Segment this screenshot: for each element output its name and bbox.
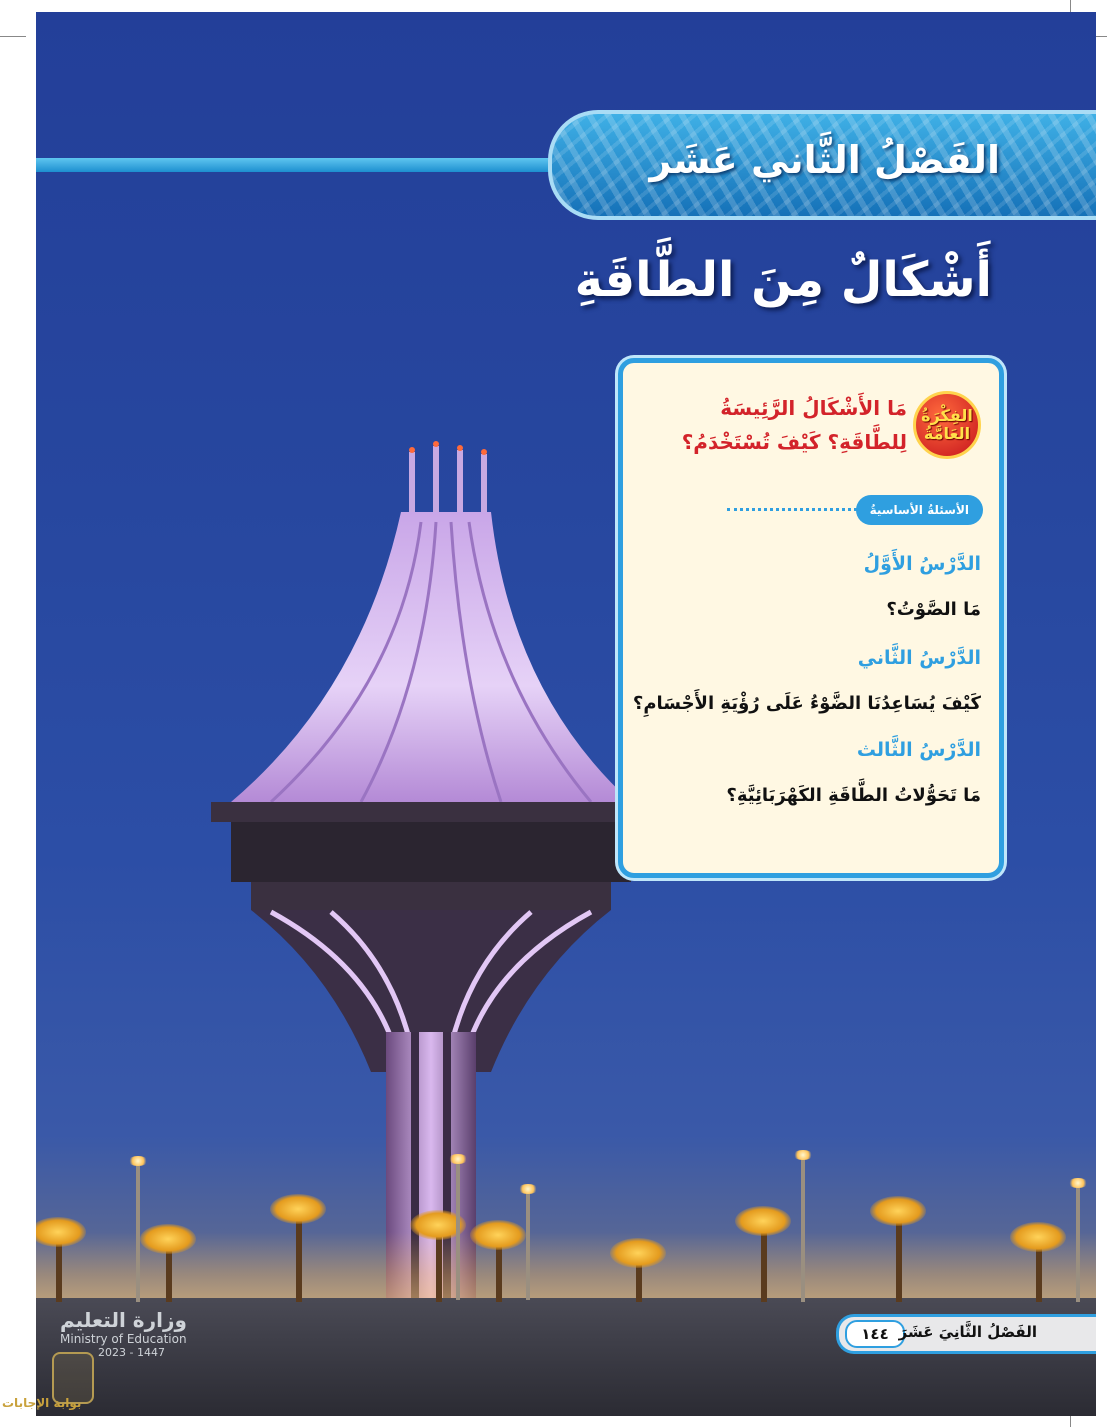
chapter-banner	[548, 110, 1096, 220]
big-idea-box	[618, 358, 1004, 878]
page-footer	[836, 1314, 1096, 1354]
big-idea-badge	[913, 391, 981, 459]
essential-questions-divider	[727, 508, 857, 511]
lesson-2-title: الدَّرْسُ الثَّاني	[857, 647, 981, 669]
lesson-2-question: كَيْفَ يُسَاعِدُنَا الضَّوْءُ عَلَى رُؤْيَةِ الأَجْسَامِ؟	[632, 693, 981, 714]
big-idea-question: مَا الأَشْكَالُ الرَّئِيسَةُ لِلطَّاقَةِ؟ كَيْفَ تُسْتَخْدَمُ؟	[681, 396, 907, 454]
lesson-3-question: مَا تَحَوُّلاتُ الطَّاقَةِ الكَهْرَبَائِيَّةِ؟	[726, 785, 981, 806]
page-number: ١٤٤	[845, 1320, 905, 1348]
badge-line-2: العَامَّةُ	[923, 424, 971, 443]
lesson-1-question: مَا الصَّوْتُ؟	[886, 599, 981, 620]
lesson-3-title: الدَّرْسُ الثَّالث	[856, 739, 981, 761]
portal-watermark: بوابة الإجابات	[2, 1396, 82, 1410]
lesson-1-title: الدَّرْسُ الأَوَّلُ	[863, 553, 981, 575]
chapter-banner-line	[36, 158, 596, 172]
water-tower-illustration	[211, 432, 651, 1312]
ministry-year: 2023 - 1447	[98, 1346, 165, 1359]
badge-line-1: الفِكْرَةُ	[921, 406, 973, 425]
unit-title: أَشْكَالٌ مِنَ الطَّاقَةِ	[574, 252, 992, 308]
textbook-page	[36, 12, 1096, 1416]
essential-questions-label: الأسئلةُ الأساسيةُ	[856, 495, 983, 525]
ministry-arabic: وزارة التعليم	[60, 1308, 187, 1332]
chapter-title: الفَصْلُ الثَّاني عَشَر	[649, 138, 1000, 182]
crop-mark	[0, 36, 26, 37]
footer-chapter-title: الفَصْلُ الثَّانِيَ عَشَرَ	[898, 1323, 1037, 1341]
ministry-english: Ministry of Education	[60, 1332, 187, 1346]
